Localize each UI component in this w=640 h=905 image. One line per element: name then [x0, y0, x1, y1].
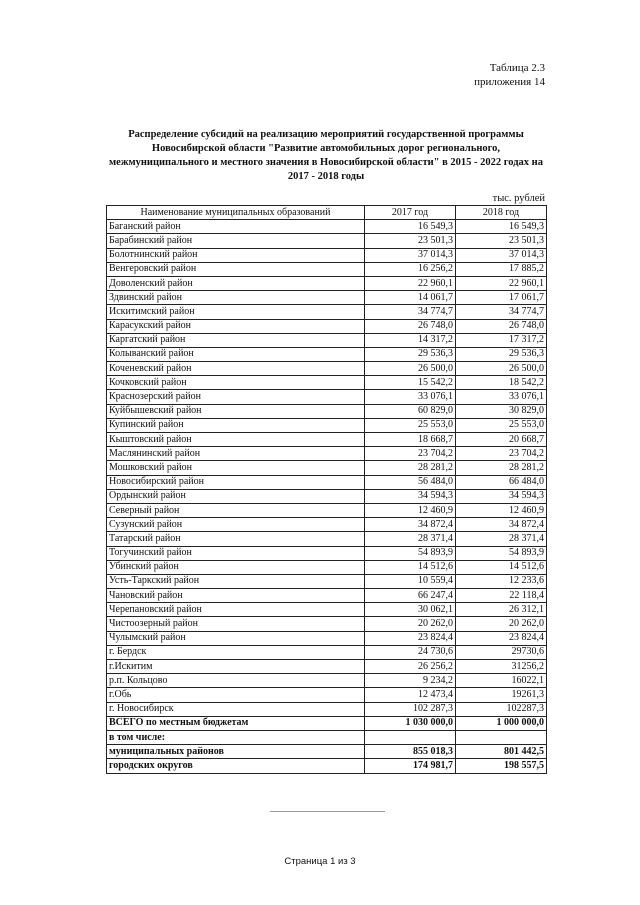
table-row [107, 702, 547, 716]
value-2017-cell: 102 287,3 [365, 702, 456, 716]
value-2017-cell: 26 500,0 [365, 362, 456, 376]
municipality-cell: Барабинский район [107, 234, 365, 248]
value-2018-cell: 66 484,0 [456, 475, 547, 489]
municipality-cell: Чулымский район [107, 631, 365, 645]
value-2018-cell: 26 748,0 [456, 319, 547, 333]
value-2018-cell: 34 594,3 [456, 489, 547, 503]
value-2017-cell: 26 748,0 [365, 319, 456, 333]
table-row [107, 418, 547, 432]
value-2018-cell: 25 553,0 [456, 418, 547, 432]
municipality-cell: Черепановский район [107, 603, 365, 617]
value-2017-cell: 28 281,2 [365, 461, 456, 475]
municipality-cell: Искитимский район [107, 305, 365, 319]
municipality-cell: Баганский район [107, 220, 365, 234]
table-row [107, 503, 547, 517]
summary-2017-cell: 174 981,7 [365, 759, 456, 773]
value-2018-cell: 23 501,3 [456, 234, 547, 248]
summary-2017-cell: 1 030 000,0 [365, 716, 456, 730]
table-row [107, 532, 547, 546]
summary-label-cell: в том числе: [107, 730, 365, 744]
value-2017-cell: 15 542,2 [365, 376, 456, 390]
value-2018-cell: 16022,1 [456, 674, 547, 688]
value-2018-cell: 54 893,9 [456, 546, 547, 560]
municipality-cell: Каргатский район [107, 333, 365, 347]
municipality-cell: Мошковский район [107, 461, 365, 475]
value-2018-cell: 23 704,2 [456, 447, 547, 461]
value-2017-cell: 25 553,0 [365, 418, 456, 432]
municipality-cell: Чановский район [107, 589, 365, 603]
value-2018-cell: 26 312,1 [456, 603, 547, 617]
table-row [107, 248, 547, 262]
municipality-cell: Татарский район [107, 532, 365, 546]
municipality-cell: Купинский район [107, 418, 365, 432]
municipality-cell: Карасукский район [107, 319, 365, 333]
table-row [107, 631, 547, 645]
table-number: Таблица 2.3 [489, 62, 545, 74]
municipality-cell: Убинский район [107, 560, 365, 574]
value-2018-cell: 16 549,3 [456, 220, 547, 234]
municipality-cell: Ордынский район [107, 489, 365, 503]
municipality-cell: Доволенский район [107, 276, 365, 290]
municipality-cell: Колыванский район [107, 347, 365, 361]
summary-row [107, 716, 547, 730]
table-row [107, 333, 547, 347]
value-2018-cell: 18 542,2 [456, 376, 547, 390]
summary-row [107, 745, 547, 759]
municipality-cell: г. Новосибирск [107, 702, 365, 716]
value-2017-cell: 16 256,2 [365, 262, 456, 276]
value-2018-cell: 17 317,2 [456, 333, 547, 347]
municipality-cell: Коченевский район [107, 362, 365, 376]
value-2018-cell: 34 872,4 [456, 518, 547, 532]
value-2017-cell: 34 594,3 [365, 489, 456, 503]
municipality-cell: Краснозерский район [107, 390, 365, 404]
summary-row [107, 730, 547, 744]
table-row [107, 433, 547, 447]
table-row [107, 319, 547, 333]
value-2017-cell: 33 076,1 [365, 390, 456, 404]
municipality-cell: Тогучинский район [107, 546, 365, 560]
value-2017-cell: 14 317,2 [365, 333, 456, 347]
subsidy-table [106, 205, 547, 774]
municipality-cell: Маслянинский район [107, 447, 365, 461]
value-2017-cell: 16 549,3 [365, 220, 456, 234]
table-row [107, 603, 547, 617]
value-2018-cell: 102287,3 [456, 702, 547, 716]
summary-2017-cell [365, 730, 456, 744]
value-2018-cell: 29730,6 [456, 645, 547, 659]
value-2017-cell: 54 893,9 [365, 546, 456, 560]
table-row [107, 589, 547, 603]
page-number: Страница 1 из 3 [284, 856, 356, 867]
municipality-cell: Здвинский район [107, 291, 365, 305]
header-2018: 2018 год [456, 206, 547, 220]
value-2017-cell: 18 668,7 [365, 433, 456, 447]
value-2017-cell: 66 247,4 [365, 589, 456, 603]
table-row [107, 234, 547, 248]
value-2017-cell: 30 062,1 [365, 603, 456, 617]
municipality-cell: Новосибирский район [107, 475, 365, 489]
value-2017-cell: 12 460,9 [365, 503, 456, 517]
table-row [107, 475, 547, 489]
value-2017-cell: 29 536,3 [365, 347, 456, 361]
header-2017: 2017 год [365, 206, 456, 220]
value-2018-cell: 28 281,2 [456, 461, 547, 475]
table-row [107, 305, 547, 319]
table-row [107, 347, 547, 361]
municipality-cell: Кочковский район [107, 376, 365, 390]
value-2017-cell: 12 473,4 [365, 688, 456, 702]
value-2017-cell: 23 824,4 [365, 631, 456, 645]
value-2018-cell: 37 014,3 [456, 248, 547, 262]
value-2017-cell: 23 704,2 [365, 447, 456, 461]
value-2018-cell: 28 371,4 [456, 532, 547, 546]
municipality-cell: Сузунский район [107, 518, 365, 532]
table-reference [474, 61, 545, 89]
table-row [107, 404, 547, 418]
summary-label-cell: городских округов [107, 759, 365, 773]
appendix-number: приложения 14 [474, 76, 545, 88]
value-2017-cell: 37 014,3 [365, 248, 456, 262]
table-row [107, 447, 547, 461]
value-2018-cell: 34 774,7 [456, 305, 547, 319]
value-2017-cell: 14 512,6 [365, 560, 456, 574]
municipality-cell: г.Обь [107, 688, 365, 702]
municipality-cell: Чистоозерный район [107, 617, 365, 631]
table-row [107, 376, 547, 390]
footer-separator [270, 811, 385, 812]
table-row [107, 518, 547, 532]
municipality-cell: г. Бердск [107, 645, 365, 659]
municipality-cell: Болотнинский район [107, 248, 365, 262]
table-row [107, 546, 547, 560]
value-2018-cell: 29 536,3 [456, 347, 547, 361]
table-row [107, 362, 547, 376]
summary-2018-cell: 801 442,5 [456, 745, 547, 759]
value-2017-cell: 9 234,2 [365, 674, 456, 688]
summary-label-cell: муниципальных районов [107, 745, 365, 759]
document-title: Распределение субсидий на реализацию мероприятий государственной программы Новосибирской области "Развитие автомобильных дорог регионального, межмуниципального и местного значения в Новосибирской области" в 2015 - 2022 годах на 2017 - 2018 годы [109, 129, 543, 182]
table-row [107, 390, 547, 404]
value-2018-cell: 20 668,7 [456, 433, 547, 447]
municipality-cell: Северный район [107, 503, 365, 517]
table-row [107, 291, 547, 305]
value-2017-cell: 24 730,6 [365, 645, 456, 659]
value-2018-cell: 26 500,0 [456, 362, 547, 376]
table-row [107, 574, 547, 588]
value-2018-cell: 17 061,7 [456, 291, 547, 305]
value-2018-cell: 12 460,9 [456, 503, 547, 517]
value-2018-cell: 31256,2 [456, 660, 547, 674]
summary-2018-cell: 198 557,5 [456, 759, 547, 773]
municipality-cell: Кыштовский район [107, 433, 365, 447]
municipality-cell: Усть-Таркский район [107, 574, 365, 588]
table-row [107, 262, 547, 276]
value-2017-cell: 56 484,0 [365, 475, 456, 489]
value-2017-cell: 22 960,1 [365, 276, 456, 290]
value-2017-cell: 20 262,0 [365, 617, 456, 631]
value-2017-cell: 26 256,2 [365, 660, 456, 674]
units-label: тыс. рублей [492, 193, 545, 204]
table-header-row [107, 206, 547, 220]
value-2018-cell: 30 829,0 [456, 404, 547, 418]
value-2017-cell: 23 501,3 [365, 234, 456, 248]
value-2018-cell: 12 233,6 [456, 574, 547, 588]
table-row [107, 276, 547, 290]
value-2017-cell: 34 872,4 [365, 518, 456, 532]
table-row [107, 688, 547, 702]
table-row [107, 617, 547, 631]
table-row [107, 220, 547, 234]
summary-label-cell: ВСЕГО по местным бюджетам [107, 716, 365, 730]
value-2018-cell: 23 824,4 [456, 631, 547, 645]
value-2018-cell: 20 262,0 [456, 617, 547, 631]
table-row [107, 560, 547, 574]
value-2017-cell: 60 829,0 [365, 404, 456, 418]
value-2018-cell: 17 885,2 [456, 262, 547, 276]
table-row [107, 645, 547, 659]
value-2017-cell: 28 371,4 [365, 532, 456, 546]
municipality-cell: Венгеровский район [107, 262, 365, 276]
municipality-cell: р.п. Кольцово [107, 674, 365, 688]
header-municipality: Наименование муниципальных образований [107, 206, 365, 220]
value-2018-cell: 22 118,4 [456, 589, 547, 603]
summary-2017-cell: 855 018,3 [365, 745, 456, 759]
table-row [107, 674, 547, 688]
municipality-cell: Куйбышевский район [107, 404, 365, 418]
value-2018-cell: 14 512,6 [456, 560, 547, 574]
summary-2018-cell [456, 730, 547, 744]
value-2017-cell: 34 774,7 [365, 305, 456, 319]
value-2018-cell: 19261,3 [456, 688, 547, 702]
table-row [107, 489, 547, 503]
value-2017-cell: 14 061,7 [365, 291, 456, 305]
table-row [107, 660, 547, 674]
summary-2018-cell: 1 000 000,0 [456, 716, 547, 730]
summary-row [107, 759, 547, 773]
value-2018-cell: 33 076,1 [456, 390, 547, 404]
table-row [107, 461, 547, 475]
municipality-cell: г.Искитим [107, 660, 365, 674]
value-2018-cell: 22 960,1 [456, 276, 547, 290]
value-2017-cell: 10 559,4 [365, 574, 456, 588]
